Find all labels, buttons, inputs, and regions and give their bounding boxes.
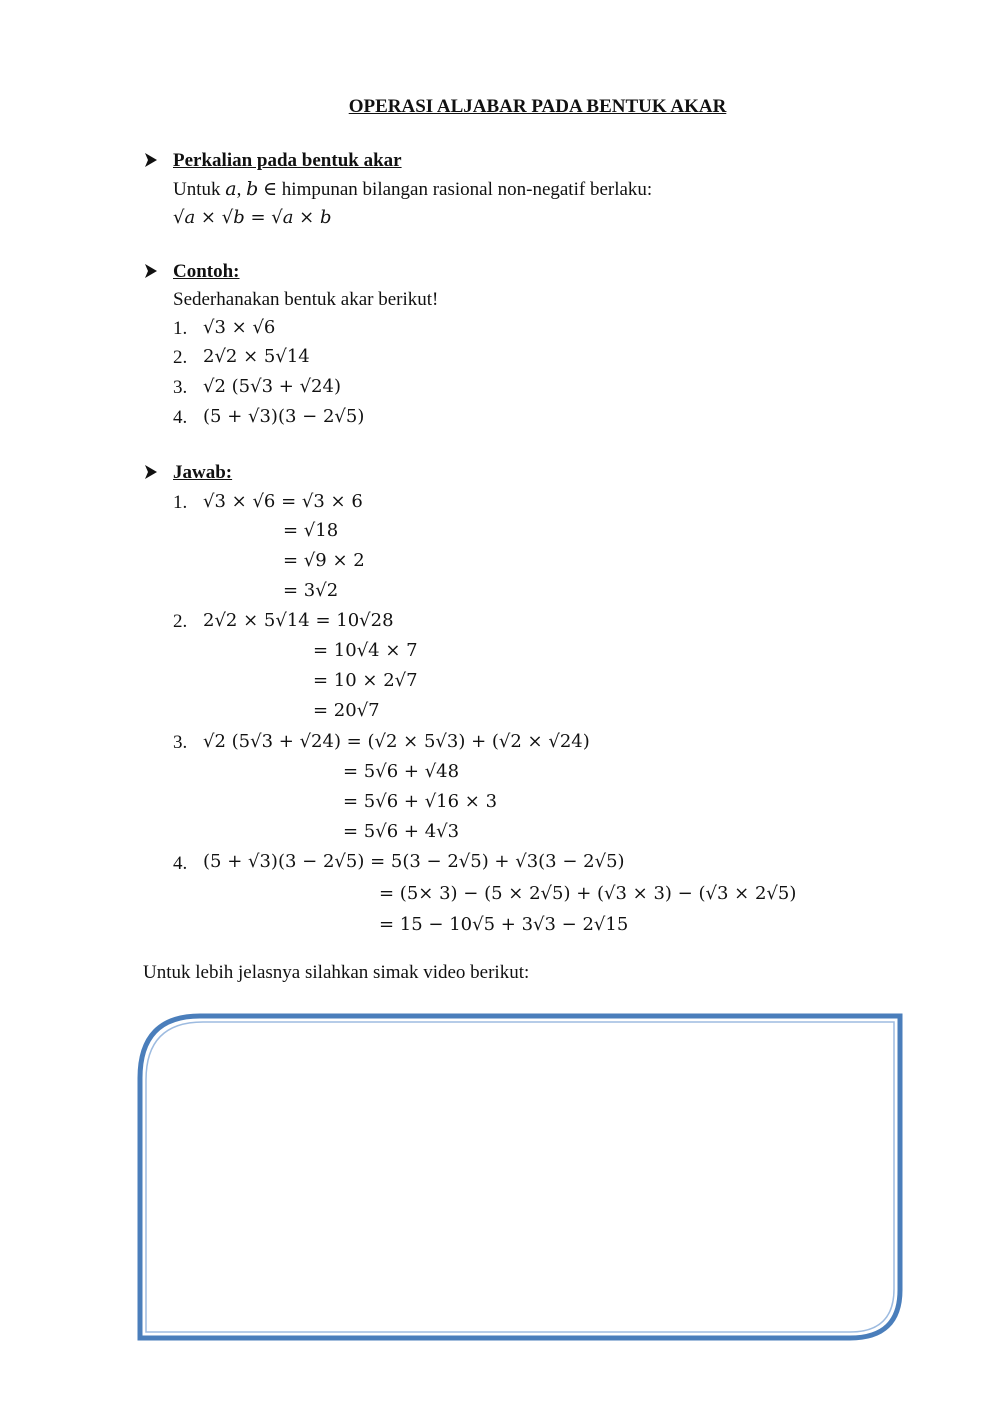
section-formula: √𝑎 × √𝑏 = √𝑎 × 𝑏 (173, 207, 332, 228)
section-intro: Sederhanakan bentuk akar berikut! (173, 289, 439, 310)
answer-line: = (5× 3) − (5 × 2√5) + (√3 × 3) − (√3 × 2√5) (379, 883, 797, 904)
answer-number: 1. (173, 492, 188, 513)
answer-line: = 3√2 (283, 580, 339, 601)
list-item-number: 4. (173, 407, 188, 428)
answer-line: = 5√6 + √48 (343, 761, 460, 782)
list-item-expression: √3 × √6 (203, 317, 276, 338)
answer-line: √3 × √6 = √3 × 6 (203, 491, 363, 512)
answer-line: = 5√6 + √16 × 3 (343, 791, 498, 812)
answer-line: = 5√6 + 4√3 (343, 821, 460, 842)
answer-line: = √18 (283, 520, 339, 541)
section-heading: Jawab: (173, 462, 233, 483)
answer-line: = 10 × 2√7 (313, 670, 418, 691)
list-item-number: 2. (173, 347, 188, 368)
list-item-expression: 2√2 × 5√14 (203, 346, 310, 367)
answer-line: = 15 − 10√5 + 3√3 − 2√15 (379, 914, 629, 935)
list-item-expression: √2 (5√3 + √24) (203, 376, 341, 397)
answer-line: = 10√4 × 7 (313, 640, 418, 661)
answer-number: 3. (173, 732, 188, 753)
answer-line: = √9 × 2 (283, 550, 365, 571)
answer-line: (5 + √3)(3 − 2√5) = 5(3 − 2√5) + √3(3 − 2√5) (203, 851, 625, 872)
section-rule-text: Untuk 𝑎, 𝑏 ∈ himpunan bilangan rasional non-negatif berlaku: (173, 179, 653, 200)
answer-number: 4. (173, 853, 188, 874)
closing-text: Untuk lebih jelasnya silahkan simak video berikut: (143, 962, 530, 983)
answer-line: 2√2 × 5√14 = 10√28 (203, 610, 394, 631)
list-item-expression: (5 + √3)(3 − 2√5) (203, 406, 365, 427)
answer-number: 2. (173, 611, 188, 632)
page-title: OPERASI ALJABAR PADA BENTUK AKAR (348, 96, 727, 117)
list-item-number: 1. (173, 318, 188, 339)
answer-line: √2 (5√3 + √24) = (√2 × 5√3) + (√2 × √24) (203, 731, 590, 752)
section-heading: Perkalian pada bentuk akar (173, 150, 402, 171)
section-heading: Contoh: (173, 261, 240, 282)
answer-line: = 20√7 (313, 700, 380, 721)
list-item-number: 3. (173, 377, 188, 398)
